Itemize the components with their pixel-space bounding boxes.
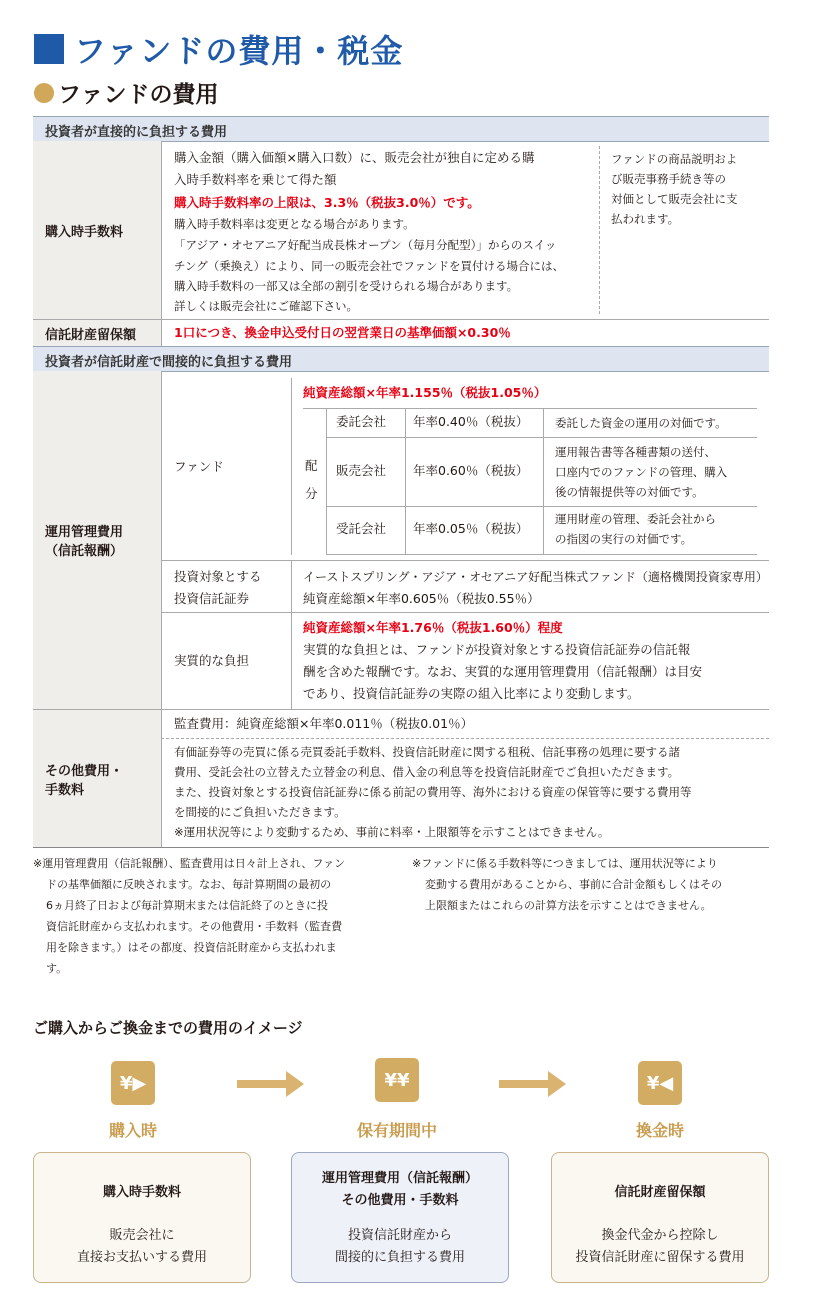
alloc-name: 受託会社 (336, 521, 387, 536)
stage-redemption: 換金時 (635, 1121, 684, 1140)
trust-reserve-value: 1口につき、換金申込受付日の翌営業日の基準価額×0.30％ (174, 325, 511, 340)
yen-bag-icon: ¥¥ (375, 1058, 419, 1102)
subtitle-marker (34, 83, 54, 103)
fund-total-fee: 純資産総額×年率1.155％（税抜1.05％） (303, 385, 547, 400)
trust-reserve-label: 信託財産留保額 (33, 320, 161, 346)
indirect-cost-band: 投資者が信託財産で間接的に負担する費用 (33, 346, 769, 372)
real-burden-label: 実質的な負担 (174, 653, 250, 668)
purchase-fee-cap: 購入時手数料率の上限は、3.3％（税抜3.0％）です。 (174, 195, 480, 210)
box-holding-fees: 運用管理費用（信託報酬） その他費用・手数料 投資信託財産から 間接的に負担する費用 (291, 1152, 509, 1283)
box-trust-reserve: 信託財産留保額 換金代金から控除し 投資信託財産に留保する費用 (551, 1152, 769, 1283)
stage-purchase: 購入時 (108, 1121, 157, 1140)
purchase-fee-label: 購入時手数料 (33, 141, 161, 319)
arrow-2 (499, 1080, 549, 1088)
stage-holding: 保有期間中 (356, 1121, 437, 1140)
management-fee-label: 運用管理費用 （信託報酬） (33, 371, 161, 709)
target-fund-name: イーストスプリング・アジア・オセアニア好配当株式ファンド（適格機関投資家専用） (303, 570, 768, 584)
cost-image-title: ご購入からご換金までの費用のイメージ (33, 1019, 303, 1037)
alloc-name: 販売会社 (336, 463, 387, 478)
title-marker (34, 34, 64, 64)
box-purchase-fee: 購入時手数料 販売会社に 直接お支払いする費用 (33, 1152, 251, 1283)
alloc-rate: 年率0.40％（税抜） (413, 414, 529, 429)
audit-fee: 監査費用：純資産総額×年率0.011％（税抜0.01％） (174, 716, 474, 731)
page-title: ファンドの費用・税金 (74, 32, 404, 70)
alloc-rate: 年率0.05％（税抜） (413, 521, 529, 536)
section-subtitle: ファンドの費用 (58, 82, 219, 108)
yen-out-icon: ¥◀ (638, 1061, 682, 1105)
yen-in-icon: ¥▶ (111, 1061, 155, 1105)
direct-cost-band: 投資者が直接的に負担する費用 (33, 116, 769, 142)
alloc-rate: 年率0.60％（税抜） (413, 463, 529, 478)
fund-label: ファンド (174, 459, 224, 474)
real-burden-value: 純資産総額×年率1.76％（税抜1.60％）程度 (303, 620, 563, 635)
arrow-1 (237, 1080, 287, 1088)
other-fees-label: その他費用・ 手数料 (33, 710, 161, 847)
alloc-name: 委託会社 (336, 414, 387, 429)
